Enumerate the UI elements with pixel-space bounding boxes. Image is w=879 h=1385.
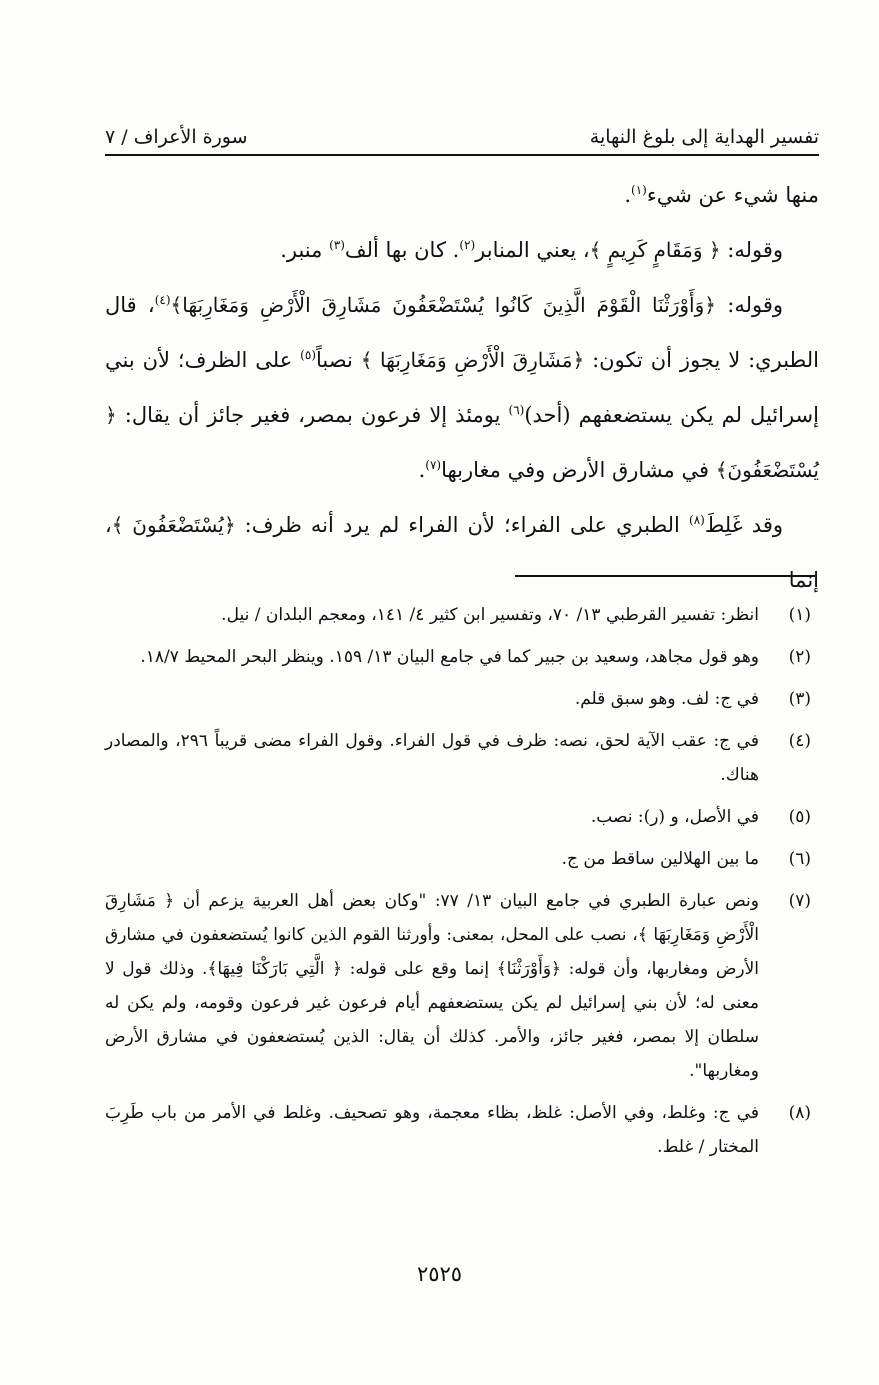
paragraph-2: وقوله: ﴿ وَمَقَامٍ كَرِيمٍ ﴾، يعني المنابر$^{(٢)}$. كان بها ألف$^{(٣)}$ منبر. [280,238,783,262]
footnote-text: ونص عبارة الطبري في جامع البيان ١٣/ ٧٧: "وكان بعض أهل العربية يزعم أن ﴿ مَشَارِقَ الْأَرْضِ وَمَغَارِبَهَا ﴾، نصب على المحل، بمعنى: وأورثنا القوم الذين كانوا يُستضعفون في مشارق الأرض ومغاربها، وأن قوله: ﴿وَأَوْرَثْنَا﴾ إنما وقع على قوله: ﴿ الَّتِي بَارَكْنَا فِيهَا﴾. وذلك قول لا معنى له؛ لأن بني إسرائيل لم يكن يستضعفهم أيام فرعون غير فرعون وقومه، ولم يكن له سلطان إلا بمصر، فغير جائز، والأمر. كذلك أن يقال: الذين يُستضعفون في مشارق الأرض ومغاربها". [105,891,759,1081]
footnote-text: وهو قول مجاهد، وسعيد بن جبير كما في جامع البيان ١٣/ ١٥٩. وينظر البحر المحيط ١٨/٧. [140,647,759,667]
footnote-text: انظر: تفسير القرطبي ١٣/ ٧٠، وتفسير ابن كثير ٤/ ١٤١، ومعجم البلدان / نيل. [221,605,759,625]
footnote [105,842,819,876]
book-title: تفسير الهداية إلى بلوغ النهاية [589,126,819,148]
footnote-ref-5[interactable]: (٥) [300,348,316,362]
main-text [105,168,819,608]
footnote [105,598,819,632]
paragraph-3: وقوله: ﴿وَأَوْرَثْنَا الْقَوْمَ الَّذِينَ كَانُوا يُسْتَضْعَفُونَ مَشَارِقَ الْأَرْضِ وَمَغَارِبَهَا﴾$^{(٤)}$، قال الطبري: لا يجوز أن تكون: ﴿مَشَارِقَ الْأَرْضِ وَمَغَارِبَهَا ﴾ نصباً$^{(٥)}$ على الظرف؛ لأن بني إسرائيل لم يكن يستضعفهم (أحد)$^{(٦)}$ يومئذ إلا فرعون بمصر، فغير جائز أن يقال: ﴿ يُسْتَضْعَفُونَ﴾ في مشارق الأرض وفي مغاربها$^{(٧)}$. [105,293,819,482]
quran-verse: ﴿يُسْتَضْعَفُونَ ﴾ [111,513,236,537]
footnote [105,1096,819,1164]
footnote-number: (٣) [788,689,811,709]
footnote-text: في الأصل، و (ر): نصب. [590,807,759,827]
footnote-ref-7[interactable]: (٧) [425,458,442,472]
quran-verse: ﴿مَشَارِقَ الْأَرْضِ وَمَغَارِبَهَا ﴾ [360,348,585,372]
surah-label: سورة الأعراف / ٧ [105,126,248,148]
footnote [105,640,819,674]
paragraph-1: منها شيء عن شيء$^{(١)}$. [624,183,819,207]
page-number: ٢٥٢٥ [416,1262,463,1286]
footnote-text: في ج: وغلط، وفي الأصل: غلظ، بظاء معجمة، وهو تصحيف. وغلط في الأمر من باب طَرِبَ المختار / غلط. [105,1103,759,1157]
paragraph-4: وقد غَلِطَ$^{(٨)}$ الطبري على الفراء؛ لأن الفراء لم يرد أنه ظرف: ﴿يُسْتَضْعَفُونَ ﴾، إنما [105,513,819,592]
footnote-text: في ج: لف. وهو سبق قلم. [574,689,759,709]
footnote [105,884,819,1088]
footnote-ref-2[interactable]: (٢) [459,238,476,252]
footnote-ref-8[interactable]: (٨) [689,513,705,527]
footnote-text: ما بين الهلالين ساقط من ج. [561,849,759,869]
footnote-number: (٤) [788,731,811,751]
footnote [105,724,819,792]
quran-verse: ﴿وَأَوْرَثْنَا الْقَوْمَ الَّذِينَ كَانُوا يُسْتَضْعَفُونَ مَشَارِقَ الْأَرْضِ وَمَغَارِبَهَا﴾ [170,293,716,317]
footnote-number: (٨) [788,1103,811,1123]
running-header [105,108,819,156]
footnote-number: (١) [788,605,811,625]
footnote-ref-3[interactable]: (٣) [329,238,345,252]
footnote-number: (٢) [788,647,811,667]
footnote-ref-6[interactable]: (٦) [508,403,525,417]
footnote-ref-4[interactable]: (٤) [154,293,171,307]
footnote-text: في ج: عقب الآية لحق، نصه: ظرف في قول الفراء. وقول الفراء مضى قريباً ٢٩٦، والمصادر هناك. [105,731,759,785]
footnote-divider [515,575,815,577]
footnote-number: (٦) [788,849,811,869]
quran-verse: ﴿ يُسْتَضْعَفُونَ﴾ [105,403,819,482]
footnote-number: (٧) [788,891,811,911]
footnote-ref-1[interactable]: (١) [631,183,647,197]
footnote-number: (٥) [788,807,811,827]
footnotes-section [105,598,819,1172]
quran-verse: ﴿ وَمَقَامٍ كَرِيمٍ ﴾ [589,238,721,262]
footnote [105,682,819,716]
footnote [105,800,819,834]
